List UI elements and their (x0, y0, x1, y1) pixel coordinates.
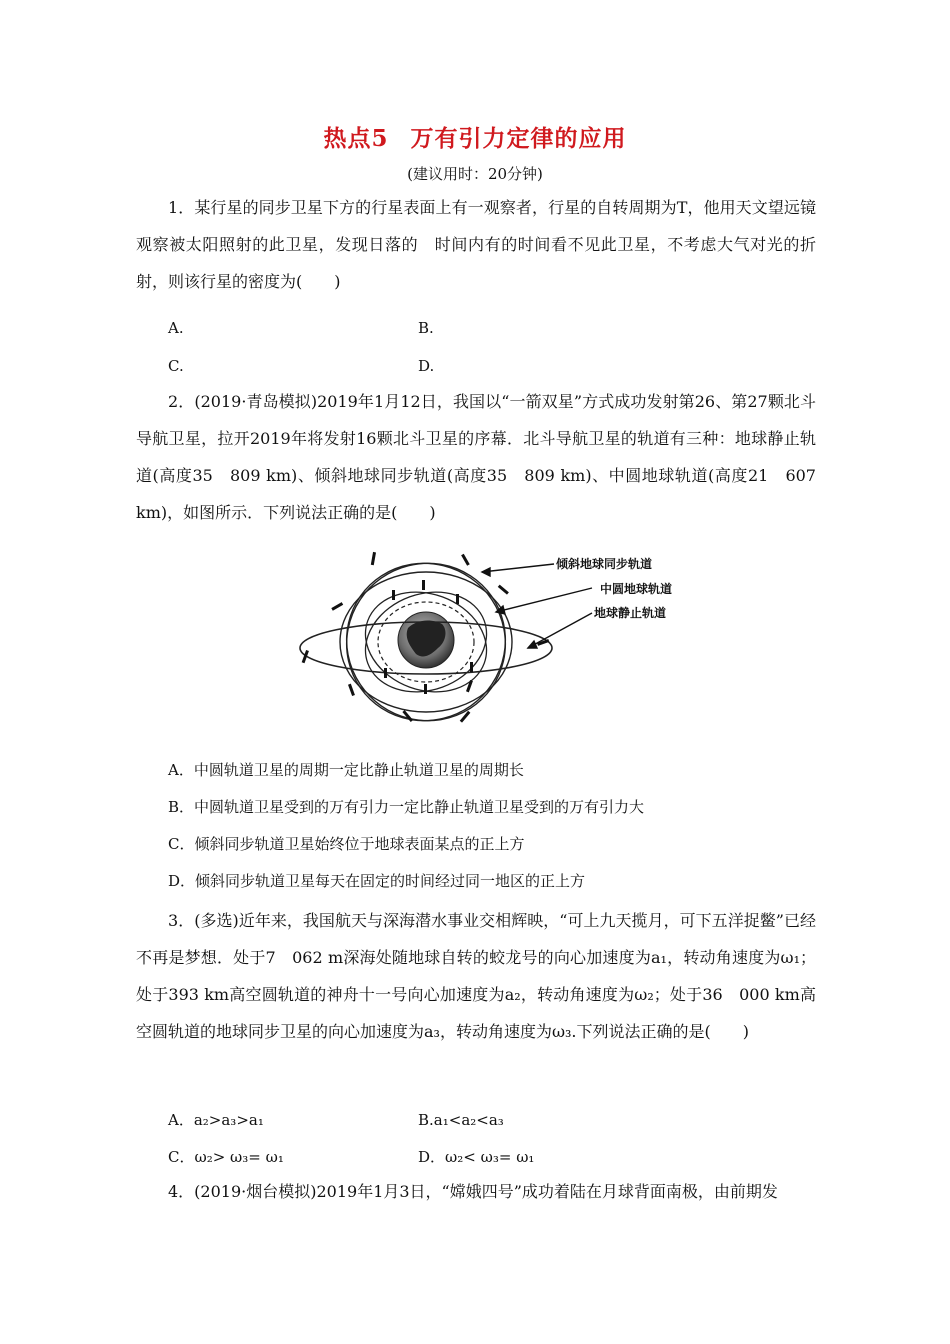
page-title (0, 120, 950, 153)
title-main: 万有引力定律的应用 (410, 125, 627, 152)
question-3-text: 3．(多选)近年来，我国航天与深海潜水事业交相辉映，“可上九天揽月，可下五洋捉鳖”已经不再是梦想．处于7 062 m深海处随地球自转的蛟龙号的向心加速度为a₁，转动角速度为ω₁；处于393 km高空圆轨道的神舟十一号向心加速度为a₂，转动角速度为ω₂；处于36 000 km高空圆轨道的地球同步卫星的向心加速度为a₃，转动角速度为ω₃.下列说法正确的是( ) (136, 911, 816, 1041)
q3-option-a: A．a₂>a₃>a₁ (168, 1111, 264, 1129)
q2-option-d: D．倾斜同步轨道卫星每天在固定的时间经过同一地区的正上方 (168, 872, 586, 890)
question-2-text: 2．(2019·青岛模拟)2019年1月12日，我国以“一箭双星”方式成功发射第26、第27颗北斗导航卫星，拉开2019年将发射16颗北斗卫星的序幕．北斗导航卫星的轨道有三种：地球静止轨道(高度35 809 km)、倾斜地球同步轨道(高度35 809 km)、中圆地球轨道(高度21 607 km)，如图所示．下列说法正确的是( ) (136, 392, 816, 522)
label-inclined-orbit: 倾斜地球同步轨道 (556, 557, 653, 571)
q3-option-c: C．ω₂> ω₃= ω₁ (168, 1148, 284, 1166)
q1-option-b: B. (418, 319, 434, 337)
label-static-orbit: 地球静止轨道 (594, 606, 667, 620)
q2-option-a: A．中圆轨道卫星的周期一定比静止轨道卫星的周期长 (168, 761, 524, 779)
satellite-orbit-figure (296, 550, 696, 736)
q1-option-d: D. (418, 357, 435, 375)
q1-option-a: A. (168, 319, 184, 337)
q2-option-c: C．倾斜同步轨道卫星始终位于地球表面某点的正上方 (168, 835, 525, 853)
label-medium-orbit: 中圆地球轨道 (600, 582, 673, 596)
title-prefix: 热点5 (323, 125, 389, 152)
q3-option-b: B.a₁<a₂<a₃ (418, 1111, 504, 1129)
question-1-text: 1．某行星的同步卫星下方的行星表面上有一观察者，行星的自转周期为T，他用天文望远镜观察被太阳照射的此卫星，发现日落的 时间内有的时间看不见此卫星，不考虑大气对光的折射，则该行星的密度为( ) (136, 198, 816, 291)
page-subtitle: (建议用时：20分钟) (407, 165, 543, 183)
q3-option-d: D．ω₂< ω₃= ω₁ (418, 1148, 535, 1166)
q1-option-c: C. (168, 357, 184, 375)
q2-option-b: B．中圆轨道卫星受到的万有引力一定比静止轨道卫星受到的万有引力大 (168, 798, 645, 816)
question-4-text: 4．(2019·烟台模拟)2019年1月3日，“嫦娥四号”成功着陆在月球背面南极，由前期发 (168, 1182, 778, 1201)
